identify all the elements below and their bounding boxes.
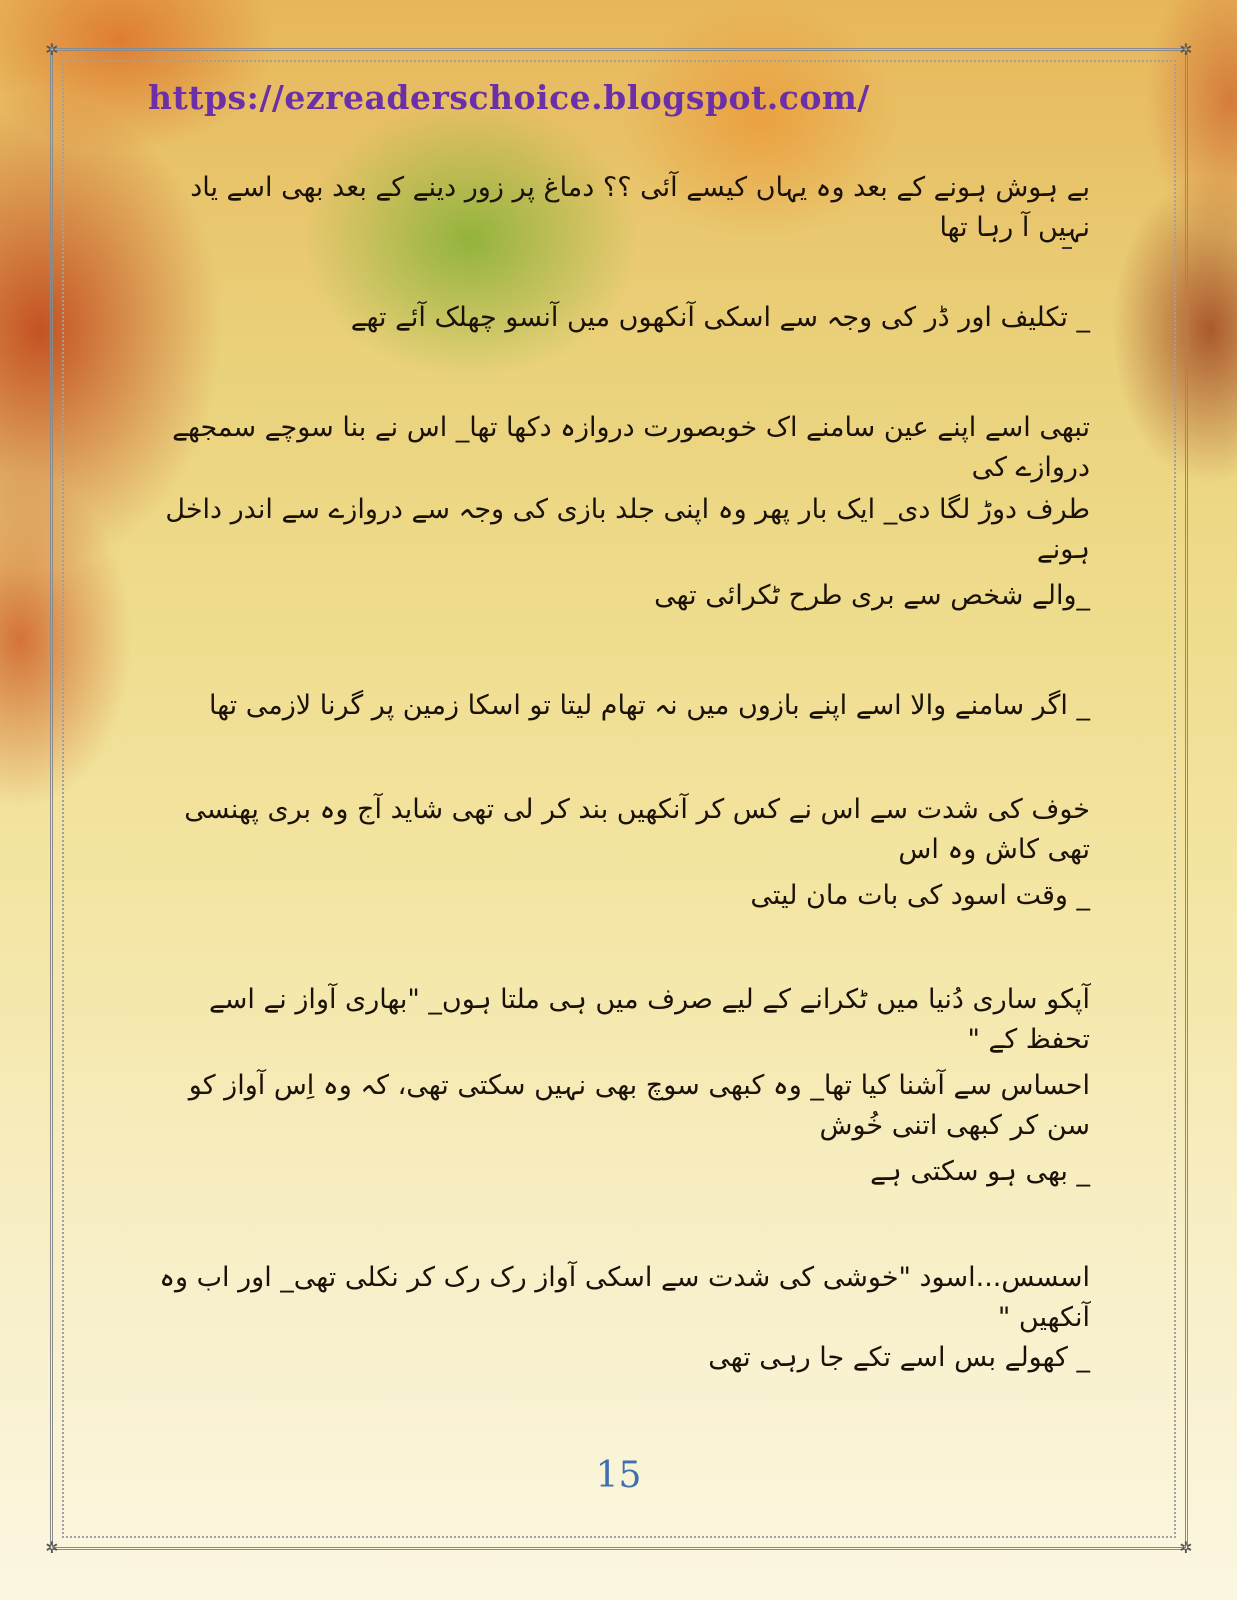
text-line: _والے شخص سے بری طرح ٹکرائی تھی [654,580,1090,611]
text-line: تبھی اسے اپنے عین سامنے اک خوبصورت دروازہ دکھا تھا_ اس نے بنا سوچے سمجھے دروازے کی [172,412,1090,483]
text-line: _ کھولے بس اسے تکے جا رہی تھی [708,1342,1090,1373]
text-line: آپکو ساری دُنیا میں ٹکرانے کے لیے صرف میں ہی ملتا ہوں_ "بھاری آواز نے اسے تحفظ کے " [208,984,1090,1055]
corner-ornament-icon: ✲ [1179,1538,1193,1557]
blog-url-link[interactable]: https://ezreaderschoice.blogspot.com/ [148,78,870,117]
text-line: _ اگر سامنے والا اسے اپنے بازوں میں نہ تھام لیتا تو اسکا زمین پر گرنا لازمی تھا [208,690,1090,721]
corner-ornament-icon: ✲ [45,40,59,59]
line-dash [1062,247,1072,249]
page-number: 15 [595,1455,642,1496]
text-line: خوف کی شدت سے اس نے کس کر آنکھیں بند کر لی تھی شاید آج وہ بری پھنسی تھی کاش وہ اس [184,794,1090,865]
text-line: بے ہوش ہونے کے بعد وہ یہاں کیسے آئی ؟؟ دماغ پر زور دینے کے بعد بھی اسے یاد نہیں آ رہا تھا [190,172,1090,243]
text-line: احساس سے آشنا کیا تھا_ وہ کبھی سوچ بھی نہیں سکتی تھی، کہ وہ اِس آواز کو سن کر کبھی اتنی خُوش [188,1070,1090,1141]
text-line: _ بھی ہو سکتی ہے [870,1156,1090,1187]
text-line: _ تکلیف اور ڈر کی وجہ سے اسکی آنکھوں میں آنسو چھلک آئے تھے [350,302,1090,333]
corner-ornament-icon: ✲ [1179,40,1193,59]
text-line: طرف دوڑ لگا دی_ ایک بار پھر وہ اپنی جلد بازی کی وجہ سے دروازے سے اندر داخل ہونے [165,494,1090,565]
text-line: اسسس...اسود "خوشی کی شدت سے اسکی آواز رک رک کر نکلی تھی_ اور اب وہ آنکھیں " [159,1262,1090,1333]
text-line: _ وقت اسود کی بات مان لیتی [750,880,1090,911]
corner-ornament-icon: ✲ [45,1538,59,1557]
